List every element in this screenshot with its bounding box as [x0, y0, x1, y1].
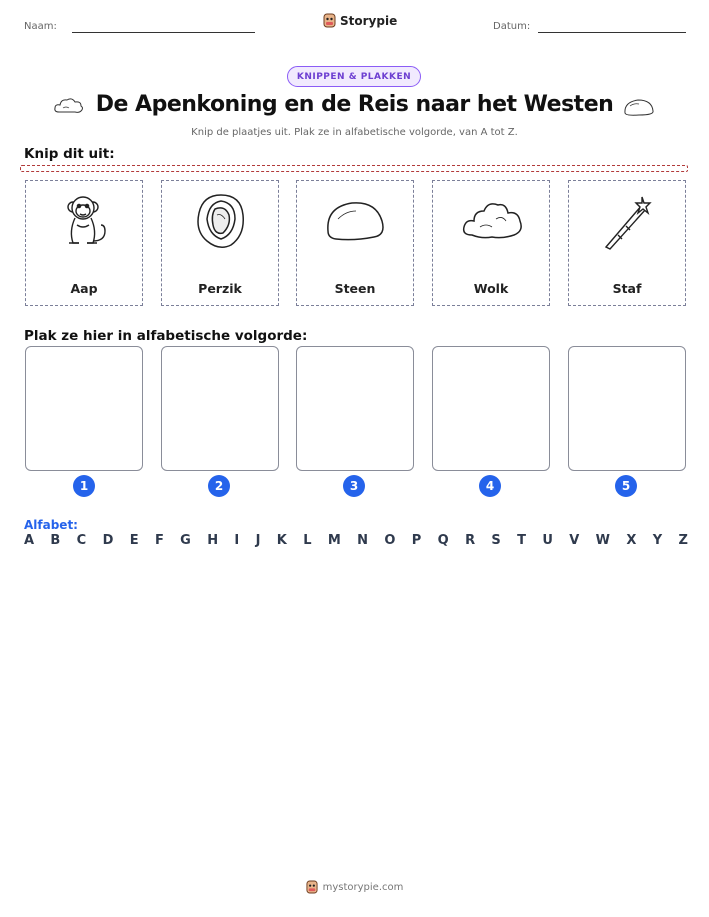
- alphabet-letter: N: [357, 533, 369, 548]
- alphabet-row: [24, 533, 688, 548]
- alphabet-letter: Y: [652, 533, 663, 548]
- date-label: Datum:: [493, 21, 531, 32]
- alphabet-letter: G: [180, 533, 191, 548]
- alphabet-letter: F: [154, 533, 164, 548]
- alphabet-letter: V: [569, 533, 580, 548]
- alphabet-letter: W: [595, 533, 611, 548]
- alphabet-letter: A: [24, 533, 35, 548]
- card-label-perzik: Perzik: [198, 281, 242, 296]
- alphabet-letter: D: [102, 533, 114, 548]
- stone-decoration-icon: [622, 96, 656, 118]
- cut-card-staf[interactable]: [568, 180, 686, 306]
- date-line[interactable]: [538, 32, 686, 33]
- alphabet-letter: H: [207, 533, 219, 548]
- name-label: Naam:: [24, 21, 57, 32]
- brand-logo: [323, 13, 397, 28]
- slot-number-2: 2: [208, 475, 230, 497]
- alphabet-letter: O: [384, 533, 396, 548]
- paste-slot-1[interactable]: [25, 346, 143, 471]
- alphabet-letter: U: [542, 533, 553, 548]
- cloud-icon: [462, 191, 522, 251]
- paste-slot-3[interactable]: [296, 346, 414, 471]
- footer: [0, 880, 709, 894]
- alphabet-letter: Z: [678, 533, 688, 548]
- alphabet-letter: L: [303, 533, 312, 548]
- alphabet-letter: Q: [437, 533, 449, 548]
- stone-icon: [326, 191, 386, 251]
- paste-slot-4[interactable]: [432, 346, 550, 471]
- peach-icon: [191, 191, 251, 251]
- card-label-aap: Aap: [70, 281, 98, 296]
- cut-section-label: Knip dit uit:: [24, 146, 115, 162]
- alphabet-letter: T: [517, 533, 527, 548]
- card-label-wolk: Wolk: [473, 281, 509, 296]
- brand-name: Storypie: [340, 13, 398, 28]
- paste-slot-2[interactable]: [161, 346, 279, 471]
- storypie-mascot-icon: [306, 880, 318, 894]
- alphabet-letter: B: [50, 533, 61, 548]
- cut-card-steen[interactable]: [296, 180, 414, 306]
- cut-line: [20, 165, 688, 172]
- paste-slot-5[interactable]: [568, 346, 686, 471]
- paste-section-label: Plak ze hier in alfabetische volgorde:: [24, 328, 308, 344]
- alphabet-letter: P: [411, 533, 422, 548]
- slot-number-1: 1: [73, 475, 95, 497]
- cut-card-perzik[interactable]: [161, 180, 279, 306]
- page-title: De Apenkoning en de Reis naar het Westen: [95, 92, 614, 117]
- alphabet-letter: X: [626, 533, 637, 548]
- alphabet-letter: R: [465, 533, 476, 548]
- monkey-icon: [55, 191, 115, 251]
- alphabet-letter: I: [234, 533, 240, 548]
- instructions: Knip de plaatjes uit. Plak ze in alfabetische volgorde, van A tot Z.: [191, 127, 518, 138]
- cut-card-wolk[interactable]: [432, 180, 550, 306]
- alphabet-letter: S: [491, 533, 501, 548]
- alphabet-letter: J: [255, 533, 261, 548]
- alphabet-letter: E: [129, 533, 139, 548]
- footer-url[interactable]: mystorypie.com: [322, 881, 404, 893]
- card-label-staf: Staf: [612, 281, 642, 296]
- staff-icon: [598, 191, 658, 251]
- alphabet-letter: C: [76, 533, 87, 548]
- cut-card-aap[interactable]: [25, 180, 143, 306]
- alphabet-letter: K: [276, 533, 287, 548]
- activity-tag: KNIPPEN & PLAKKEN: [287, 66, 421, 87]
- slot-number-5: 5: [615, 475, 637, 497]
- slot-number-4: 4: [479, 475, 501, 497]
- card-label-steen: Steen: [334, 281, 376, 296]
- alphabet-letter: M: [327, 533, 341, 548]
- alphabet-label: Alfabet:: [24, 518, 78, 532]
- storypie-mascot-icon: [323, 13, 336, 28]
- slot-number-3: 3: [343, 475, 365, 497]
- name-line[interactable]: [72, 32, 255, 33]
